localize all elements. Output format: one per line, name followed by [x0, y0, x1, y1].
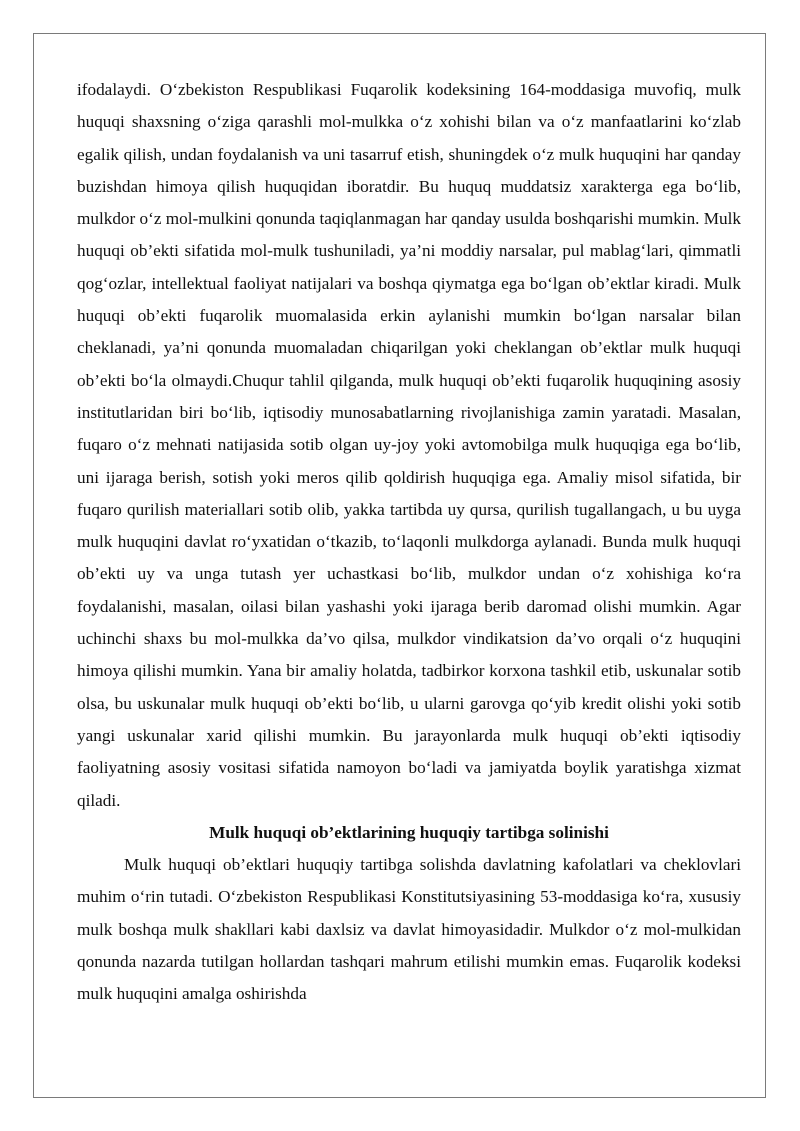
body-paragraph: Mulk huquqi ob’ektlari huquqiy tartibga solishda davlatning kafolatlari va cheklovlari muhim o‘rin tutadi. O‘zbekiston Respublikasi Konstitutsiyasining 53-moddasiga ko‘ra, xususiy mulk boshqa mulk shakllari kabi daxlsiz va davlat himoyasidadir. Mulkdor o‘z mol-mulkidan qonunda nazarda tutilgan hollardan tashqari mahrum etilishi mumkin emas. Fuqarolik kodeksi mulk huquqini amalga oshirishda: [77, 855, 741, 1004]
document-body: [77, 74, 741, 1011]
section-heading: Mulk huquqi ob’ektlarining huquqiy tartibga solinishi: [209, 822, 609, 842]
body-paragraph: ifodalaydi. O‘zbekiston Respublikasi Fuqarolik kodeksining 164-moddasiga muvofiq, mulk huquqi shaxsning o‘ziga qarashli mol-mulkka o‘z xohishi bilan va o‘z manfaatlarini ko‘zlab egalik qilish, undan foydalanish va uni tasarruf etish, shuningdek o‘z mulk huquqini har qanday buzishdan himoya qilish huquqidan iboratdir. Bu huquq muddatsiz xarakterga ega bo‘lib, mulkdor o‘z mol-mulkini qonunda taqiqlanmagan har qanday usulda boshqarishi mumkin. Mulk huquqi ob’ekti sifatida mol-mulk tushuniladi, ya’ni moddiy narsalar, pul mablag‘lari, qimmatli qog‘ozlar, intellektual faoliyat natijalari va boshqa qiymatga ega bo‘lgan ob’ektlar kiradi. Mulk huquqi ob’ekti fuqarolik muomalasida erkin aylanishi mumkin bo‘lgan narsalar bilan cheklanadi, ya’ni qonunda muomaladan chiqarilgan yoki cheklangan ob’ektlar mulk huquqi ob’ekti bo‘la olmaydi.Chuqur tahlil qilganda, mulk huquqi ob’ekti fuqarolik huquqining asosiy institutlaridan biri bo‘lib, iqtisodiy munosabatlarning rivojlanishiga zamin yaratadi. Masalan, fuqaro o‘z mehnati natijasida sotib olgan uy-joy yoki avtomobilga mulk huquqiga ega bo‘lib, uni ijaraga berish, sotish yoki meros qilib qoldirish huquqiga ega. Amaliy misol sifatida, bir fuqaro qurilish materiallari sotib olib, yakka tartibda uy qursa, qurilish tugallangach, u bu uyga mulk huquqini davlat ro‘yxatidan o‘tkazib, to‘laqonli mulkdorga aylanadi. Bunda mulk huquqi ob’ekti uy va unga tutash yer uchastkasi bo‘lib, mulkdor undan o‘z xohishiga ko‘ra foydalanishi, masalan, oilasi bilan yashashi yoki ijaraga berib daromad olishi mumkin. Agar uchinchi shaxs bu mol-mulkka da’vo qilsa, mulkdor vindikatsion da’vo orqali o‘z huquqini himoya qilishi mumkin. Yana bir amaliy holatda, tadbirkor korxona tashkil etib, uskunalar sotib olsa, bu uskunalar mulk huquqi ob’ekti bo‘lib, u ularni garovga qo‘yib kredit olishi yoki sotib yangi uskunalar xarid qilishi mumkin. Bu jarayonlarda mulk huquqi ob’ekti iqtisodiy faoliyatning asosiy vositasi sifatida namoyon bo‘ladi va jamiyatda boylik yaratishga xizmat qiladi.: [77, 80, 742, 810]
